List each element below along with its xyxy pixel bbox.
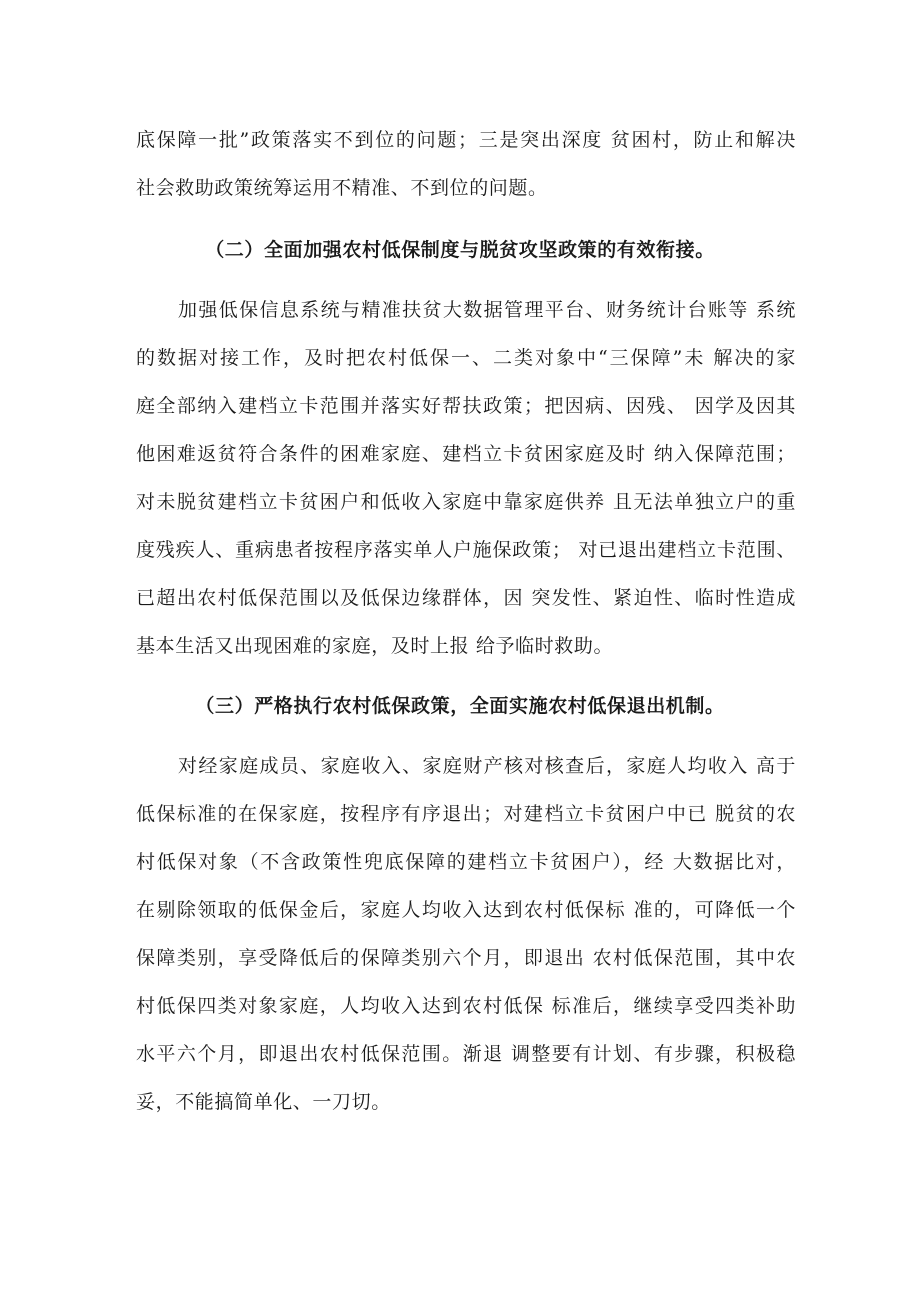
paragraph-line: 水平六个月，即退出农村低保范围。渐退 调整要有计划、有步骤，积极稳	[136, 1043, 796, 1065]
paragraph-line: 已超出农村低保范围以及低保边缘群体，因 突发性、紧迫性、临时性造成	[136, 587, 796, 609]
paragraph-line: 庭全部纳入建档立卡范围并落实好帮扶政策；把因病、因残、 因学及因其	[136, 395, 796, 417]
paragraph-line: 妥，不能搞简单化、一刀切。	[136, 1091, 391, 1113]
paragraph-line: 他困难返贫符合条件的困难家庭、建档立卡贫困家庭及时 纳入保障范围；	[136, 443, 796, 465]
paragraph-line: 在剔除领取的低保金后，家庭人均收入达到农村低保标 准的，可降低一个	[136, 899, 796, 921]
section-heading: （三）严格执行农村低保政策，全面实施农村低保退出机制。	[195, 695, 725, 717]
paragraph-line: 村低保对象（不含政策性兜底保障的建档立卡贫困户），经 大数据比对，	[136, 851, 796, 873]
paragraph-line: 度残疾人、重病患者按程序落实单人户施保政策； 对已退出建档立卡范围、	[136, 539, 796, 561]
paragraph-line: 对未脱贫建档立卡贫困户和低收入家庭中靠家庭供养 且无法单独立户的重	[136, 491, 796, 513]
section-heading: （二）全面加强农村低保制度与脱贫攻坚政策的有效衔接。	[205, 239, 715, 261]
paragraph-line: 低保标准的在保家庭，按程序有序退出；对建档立卡贫困户中已 脱贫的农	[136, 803, 796, 825]
paragraph-line: 保障类别，享受降低后的保障类别六个月，即退出 农村低保范围，其中农	[136, 947, 796, 969]
paragraph-line: 社会救助政策统筹运用不精准、不到位的问题。	[136, 177, 548, 199]
paragraph-line: 的数据对接工作，及时把农村低保一、二类对象中“三保障”未 解决的家	[136, 347, 796, 369]
paragraph-line: 基本生活又出现困难的家庭，及时上报 给予临时救助。	[136, 635, 614, 657]
paragraph-line: 对经家庭成员、家庭收入、家庭财产核对核查后，家庭人均收入 高于	[178, 755, 796, 777]
paragraph-line: 村低保四类对象家庭，人均收入达到农村低保 标准后，继续享受四类补助	[136, 995, 796, 1017]
paragraph-line: 底保障一批”政策落实不到位的问题；三是突出深度 贫困村，防止和解决	[136, 129, 796, 151]
paragraph-line: 加强低保信息系统与精准扶贫大数据管理平台、财务统计台账等 系统	[178, 299, 796, 321]
